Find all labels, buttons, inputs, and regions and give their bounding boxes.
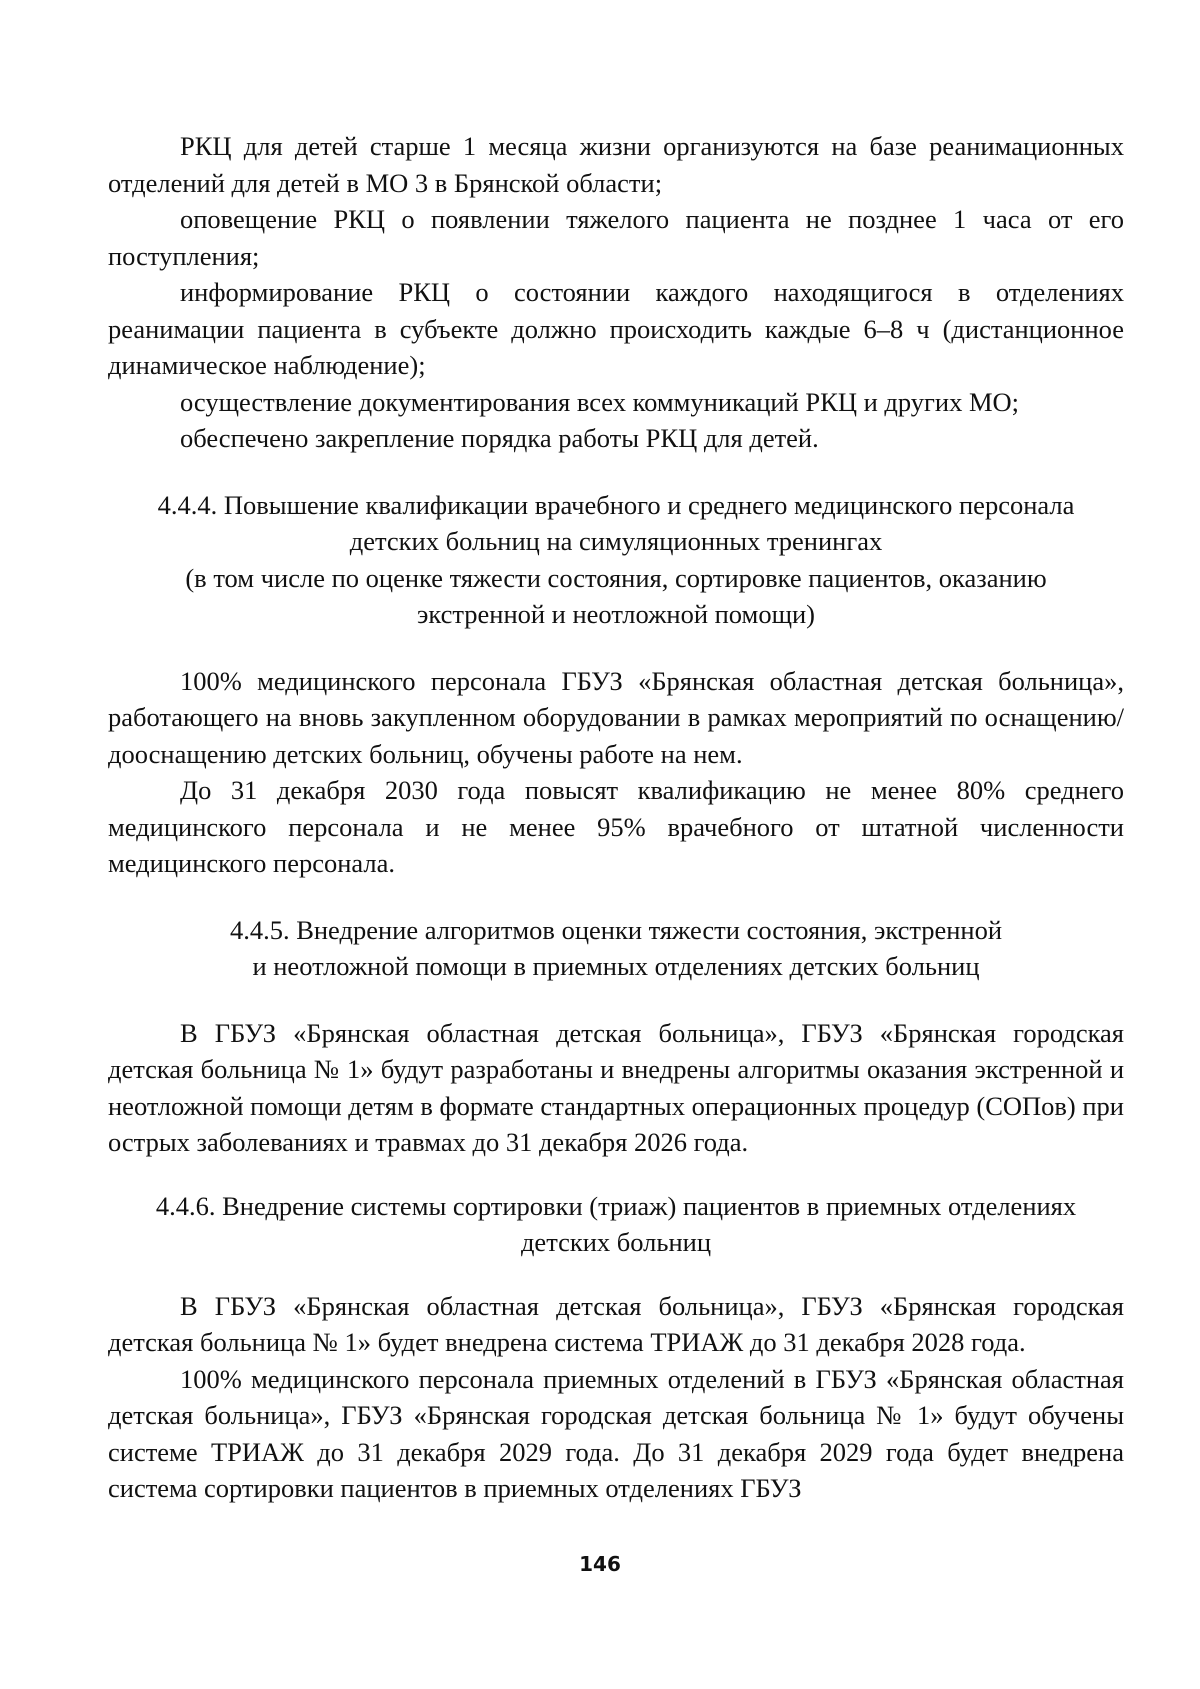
intro-paragraph-1: РКЦ для детей старше 1 месяца жизни организуются на базе реанимационных отделений для детей в МО 3 в Брянской области;: [108, 131, 1124, 198]
section-444-subheading-line1: (в том числе по оценке тяжести состояния, сортировке пациентов, оказанию: [185, 562, 1047, 593]
section-444-heading-line2: детских больниц на симуляционных тренингах: [349, 526, 883, 556]
section-446-heading-line1: 4.4.6. Внедрение системы сортировки (триаж) пациентов в приемных отделениях: [155, 1190, 1077, 1221]
intro-paragraph-2: оповещение РКЦ о появлении тяжелого пациента не позднее 1 часа от его поступления;: [108, 204, 1124, 271]
section-446-paragraph-1: В ГБУЗ «Брянская областная детская больница», ГБУЗ «Брянская городская детская больница № 1» будет внедрена система ТРИАЖ до 31 декабря 2028 года.: [108, 1290, 1124, 1357]
intro-paragraph-4: осуществление документирования всех коммуникаций РКЦ и других МО;: [180, 386, 1020, 417]
section-445-heading-line1: 4.4.5. Внедрение алгоритмов оценки тяжести состояния, экстренной: [229, 914, 1003, 945]
intro-paragraph-3: информирование РКЦ о состоянии каждого находящигося в отделениях реанимации пациента в субъекте должно происходить каждые 6–8 ч (дистанционное динамическое наблюдение);: [108, 277, 1124, 380]
section-445-heading-line2: и неотложной помощи в приемных отделениях детских больниц: [252, 951, 980, 981]
section-444-paragraph-2: До 31 декабря 2030 года повысят квалификацию не менее 80% среднего медицинского персонала и не менее 95% врачебного от штатной численности медицинского персонала.: [108, 775, 1124, 878]
section-446-paragraph-2: 100% медицинского персонала приемных отделений в ГБУЗ «Брянская областная детская больница», ГБУЗ «Брянская городская детская больница № 1» будут обучены системе ТРИАЖ до 31 декабря 2029 года. До 31 декабря 2029 года будет внедрена система сортировки пациентов в приемных отделениях ГБУЗ: [108, 1363, 1124, 1503]
section-444-heading-line1: 4.4.4. Повышение квалификации врачебного и среднего медицинского персонала: [157, 489, 1075, 520]
page-number: 146: [579, 1552, 621, 1576]
intro-paragraph-5: обеспечено закрепление порядка работы РКЦ для детей.: [180, 423, 819, 453]
section-446-heading-line2: детских больниц: [520, 1227, 712, 1257]
document-page: [108, 128, 1124, 1507]
section-444-subheading-line2: экстренной и неотложной помощи): [417, 599, 815, 629]
section-445-paragraph-1: В ГБУЗ «Брянская областная детская больница», ГБУЗ «Брянская городская детская больница № 1» будут разработаны и внедрены алгоритмы оказания экстренной и неотложной помощи детям в формате стандартных операционных процедур (СОПов) при острых заболеваниях и травмах до 31 декабря 2026 года.: [108, 1017, 1124, 1157]
section-444-paragraph-1: 100% медицинского персонала ГБУЗ «Брянская областная детская больница», работающего на вновь закупленном оборудовании в рамках мероприятий по оснащению/дооснащению детских больниц, обучены работе на нем.: [108, 665, 1124, 769]
